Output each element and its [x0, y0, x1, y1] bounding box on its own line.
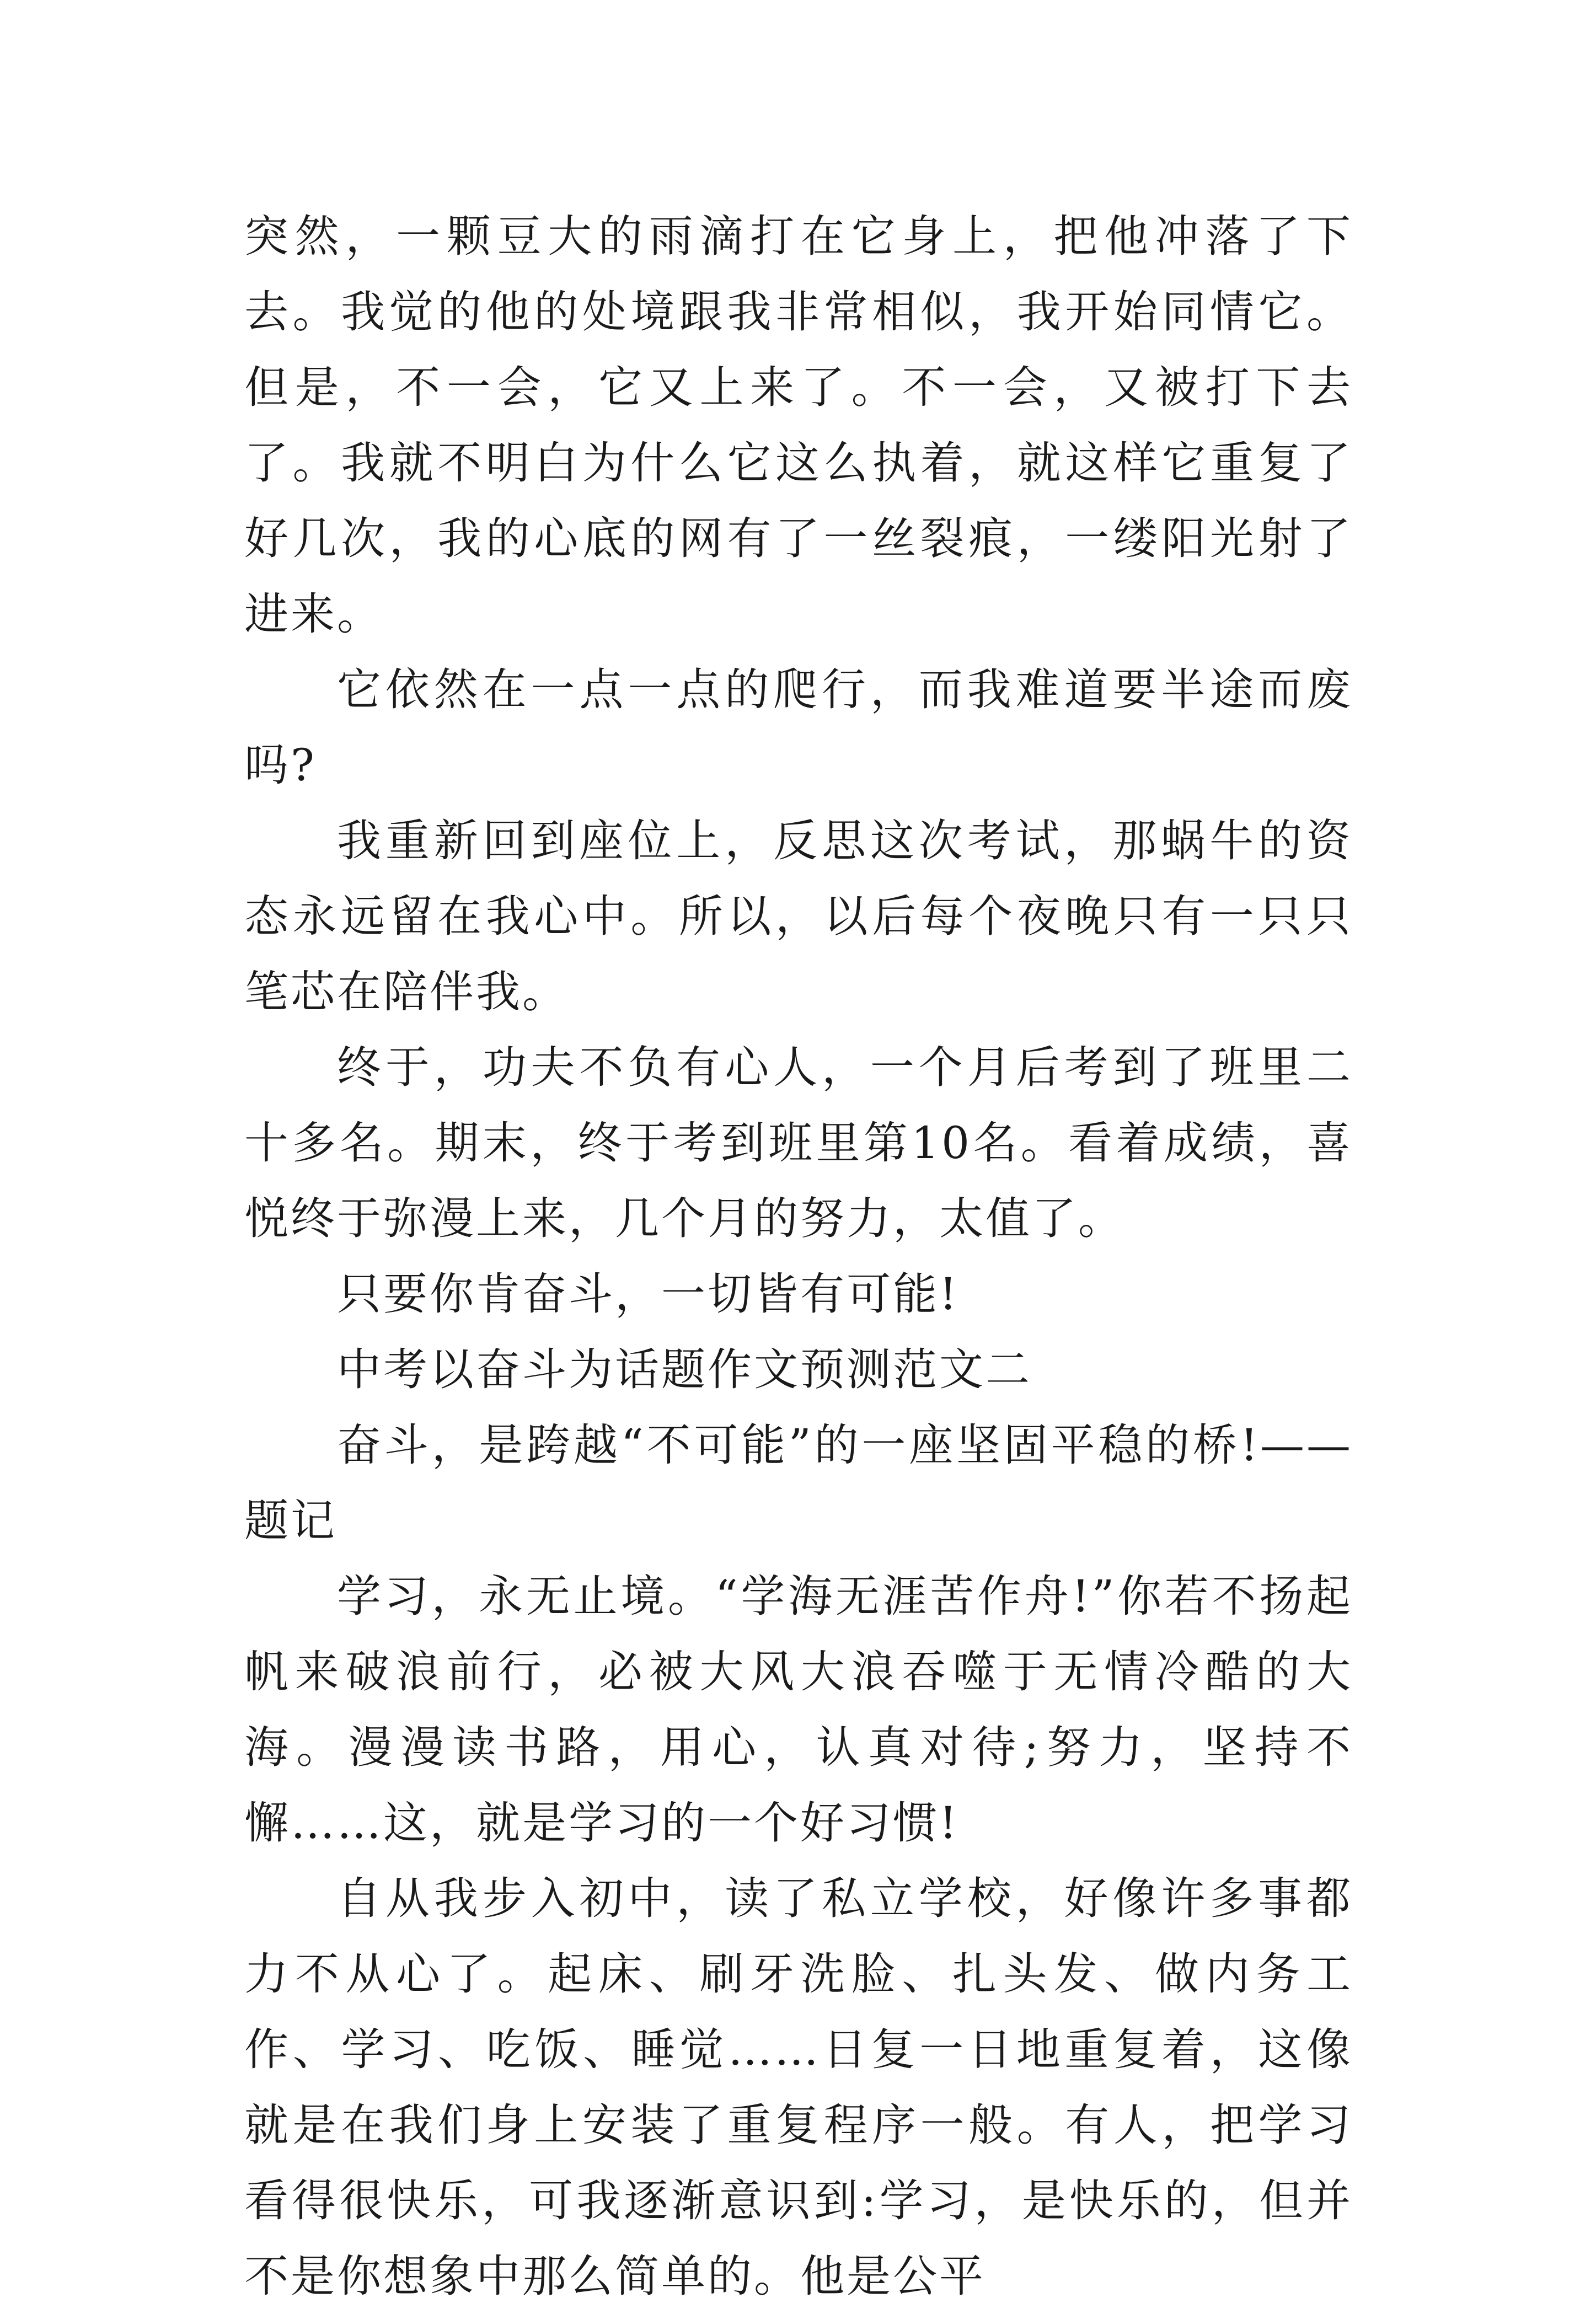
section-title: 中考以奋斗为话题作文预测范文二	[337, 1344, 1032, 1395]
paragraph-4: 终于，功夫不负有心人，一个月后考到了班里二十多名。期末，终于考到班里第10名。看着成绩，喜悦终于弥漫上来，几个月的努力，太值了。	[244, 1042, 1353, 1244]
paragraph-6: 学习，永无止境。“学海无涯苦作舟!”你若不扬起帆来破浪前行，必被大风大浪吞噬于无情冷酷的大海。漫漫读书路，用心，认真对待;努力，坚持不懈……这，就是学习的一个好习惯!	[244, 1571, 1353, 1849]
paragraph-2: 它依然在一点一点的爬行，而我难道要半途而废吗?	[244, 664, 1353, 791]
paragraph-3: 我重新回到座位上，反思这次考试，那蜗牛的资态永远留在我心中。所以，以后每个夜晚只有一只只笔芯在陪伴我。	[244, 815, 1353, 1017]
body-text	[244, 199, 1353, 2314]
paragraph-1: 突然，一颗豆大的雨滴打在它身上，把他冲落了下去。我觉的他的处境跟我非常相似，我开始同情它。但是，不一会，它又上来了。不一会，又被打下去了。我就不明白为什么它这么执着，就这样它重复了好几次，我的心底的网有了一丝裂痕，一缕阳光射了进来。	[244, 211, 1353, 640]
paragraph-5: 只要你肯奋斗，一切皆有可能!	[337, 1268, 960, 1320]
epigraph: 奋斗，是跨越“不可能”的一座坚固平稳的桥!——题记	[244, 1420, 1353, 1546]
paragraph-7: 自从我步入初中，读了私立学校，好像许多事都力不从心了。起床、刷牙洗脸、扎头发、做内务工作、学习、吃饭、睡觉……日复一日地重复着，这像就是在我们身上安装了重复程序一般。有人，把学习看得很快乐，可我逐渐意识到:学习，是快乐的，但并不是你想象中那么简单的。他是公平	[244, 1873, 1353, 2302]
